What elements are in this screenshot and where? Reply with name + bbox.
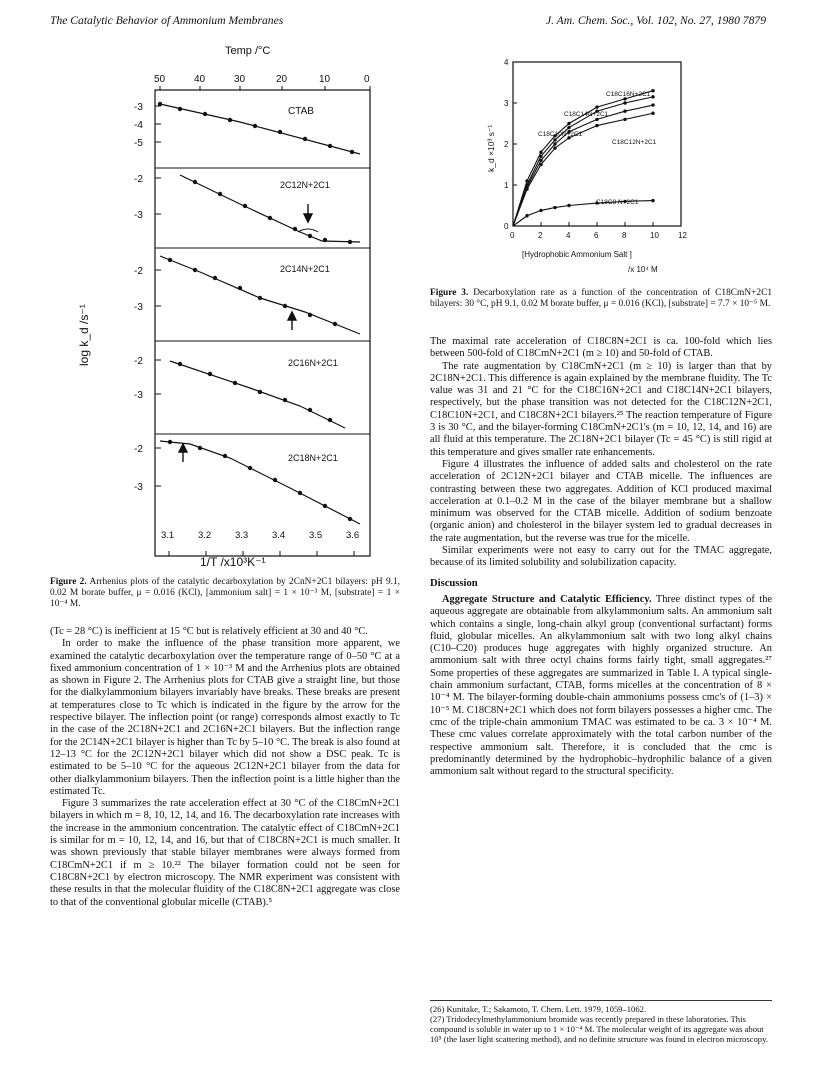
fig3-x-tick-label: 10 <box>650 231 659 240</box>
running-header-left: The Catalytic Behavior of Ammonium Membranes <box>50 14 284 27</box>
fig2-data-point <box>348 240 352 244</box>
fig3-data-point <box>623 118 626 121</box>
fig3-data-point <box>539 151 542 154</box>
fig3-data-point <box>553 146 556 149</box>
fig2-y-tick-label: -2 <box>134 356 143 367</box>
fig2-data-point <box>168 258 172 262</box>
fig2-arrow-c14 <box>288 312 296 330</box>
fig3-x-axis-label: [Hydrophobic Ammonium Salt ] <box>522 250 632 259</box>
fig2-data-point <box>193 268 197 272</box>
fig2-data-point <box>178 107 182 111</box>
fig2-data-point <box>333 322 337 326</box>
fig2-data-point <box>273 478 277 482</box>
fig2-data-point <box>238 286 242 290</box>
fig3-data-point <box>651 199 654 202</box>
fig2-data-point <box>258 296 262 300</box>
fig2-y-tick-label: -2 <box>134 444 143 455</box>
fig2-top-ticks <box>154 74 370 90</box>
fig2-data-point <box>228 118 232 122</box>
fig2-data-point <box>208 372 212 376</box>
fig2-top-tick-label: 0 <box>364 74 370 85</box>
fig3-axes <box>504 58 687 240</box>
fig3-y-tick-label: 4 <box>504 58 509 67</box>
paragraph: The rate augmentation by C18CmN+2C1 (m ≥ 10) is larger than that by 2C18N+2C1. This difference is again explained by the membrane fluidity. The Tc value was 31 and 21 °C for the C18C16N+2C1 and C18C14N+2C1 bilayers, respectively, but the phase transition was not detected for the C18C12N+2C1, C18C10N+2C1, and C18C8N+2C1 bilayers.²⁵ The reaction temperature of Figure 3 is 30 °C, and the bilayer-forming C18CmN+2C1's (m = 10, 12, 14, and 16) are all fluid at this temperature. The 2C18N+2C1 bilayer (Tc = 45 °C) is still rigid at this temperature and gives smaller rate enhancements. <box>430 360 772 458</box>
fig2-data-point <box>233 381 237 385</box>
fig2-top-axis-label: Temp /°C <box>225 45 271 57</box>
fig2-data-point <box>323 504 327 508</box>
fig2-data-point <box>158 102 162 106</box>
fig3-x-tick-label: 2 <box>538 231 543 240</box>
fig2-panel-label-c18: 2C18N+2C1 <box>288 453 338 463</box>
fig3-y-tick-label: 0 <box>504 222 509 231</box>
fig2-y-tick-label: -2 <box>134 174 143 185</box>
fig2-data-point <box>348 517 352 521</box>
footnote: (27) Tridodecylmethylammonium bromide was recently prepared in these laboratories. This compound is soluble in water up to 1 × 10⁻⁴ M. The molecular weight of its aggregate was about 10⁵ (the laser light scattering method), and no definite structure was found in electron microscopy. <box>430 1014 768 1044</box>
fig3-curve-label: C18C8 N+2C1 <box>596 199 639 206</box>
fig3-data-point <box>567 204 570 207</box>
fig2-top-tick-label: 20 <box>276 74 288 85</box>
fig2-data-point <box>218 192 222 196</box>
footnotes <box>430 1000 772 1044</box>
fig3-data-point <box>539 159 542 162</box>
fig3-data-point <box>567 126 570 129</box>
fig2-arrow-c18 <box>179 444 187 462</box>
fig2-y-tick-label: -3 <box>134 390 143 401</box>
fig2-data-point <box>168 440 172 444</box>
fig2-y-tick-label: -2 <box>134 266 143 277</box>
fig3-data-point <box>567 122 570 125</box>
fig3-data-point <box>595 124 598 127</box>
fig2-bottom-ticks <box>161 530 359 556</box>
fig2-line-c14 <box>160 256 360 334</box>
fig3-curve-label: C18C14N+2C1 <box>564 111 609 118</box>
fig2-data-point <box>213 276 217 280</box>
discussion-heading: Discussion <box>430 577 478 589</box>
fig2-y-tick-label: -4 <box>134 120 143 131</box>
fig2-data-point <box>283 398 287 402</box>
fig2-bottom-tick-label: 3.3 <box>235 530 249 541</box>
fig3-curve-label: C18C16N+2C1 <box>606 91 651 98</box>
fig2-bottom-tick-label: 3.6 <box>346 530 360 541</box>
fig2-y-tick-label: -3 <box>134 302 143 313</box>
fig3-y-tick-label: 3 <box>504 99 509 108</box>
figure-3-caption: Figure 3. Decarboxylation rate as a function of the concentration of C18CmN+2C1 bilayers: 30 °C, pH 9.1, 0.02 M borate buffer, μ = 0.016 (KCl), [substrate] = 7.7 × 10⁻⁵ M. <box>430 288 773 309</box>
fig3-data-point <box>553 206 556 209</box>
fig2-data-point <box>323 238 327 242</box>
fig3-y-tick-label: 2 <box>504 140 509 149</box>
footnote: (26) Kunitake, T.; Sakamoto, T. Chem. Lett. 1979, 1059–1062. <box>430 1004 647 1014</box>
fig3-data-point <box>539 163 542 166</box>
figure-2-arrhenius-plot <box>60 36 400 576</box>
fig3-data-point <box>623 110 626 113</box>
fig2-top-tick-label: 30 <box>234 74 246 85</box>
fig2-data-point <box>283 304 287 308</box>
fig2-arrow-c12 <box>304 204 312 222</box>
fig2-data-point <box>293 227 297 231</box>
fig2-data-point <box>350 150 354 154</box>
fig3-data-point <box>651 95 654 98</box>
fig3-x-tick-label: 4 <box>566 231 571 240</box>
fig3-x-tick-label: 0 <box>510 231 515 240</box>
right-body-column <box>430 336 772 778</box>
fig3-x-tick-label: 6 <box>594 231 599 240</box>
fig2-data-point <box>243 204 247 208</box>
fig2-bottom-tick-label: 3.5 <box>309 530 323 541</box>
paragraph: Figure 4 illustrates the influence of added salts and cholesterol on the rate acceleration of 2C12N+2C1 bilayer and CTAB micelle. The influences are contrasting between these two aggregates. Addition of KCl produced maximal acceleration at 0.1–0.2 M in the case of the bilayer membrane but a shallow minimum was observed for the CTAB micelle. Addition of sodium benzoate (organic anion) and cholesterol in the bilayer system led to gradual decreases in the rate augmentation, but the reverse was true for the micelle. <box>430 458 772 544</box>
fig2-data-point <box>278 130 282 134</box>
fig2-x-axis-label: 1/T /x10³K⁻¹ <box>200 555 266 569</box>
fig3-data-point <box>553 138 556 141</box>
fig2-panel-label-c12: 2C12N+2C1 <box>280 180 330 190</box>
fig2-data-point <box>253 124 257 128</box>
fig2-y-axis-label: log k_d /s⁻¹ <box>77 304 91 366</box>
fig2-line-c16 <box>170 361 345 428</box>
fig2-panel-label-c16: 2C16N+2C1 <box>288 358 338 368</box>
fig3-data-point <box>553 142 556 145</box>
discussion-paragraph: Aggregate Structure and Catalytic Efficiency. Three distinct types of the aqueous aggregate are obtainable from alkylammonium salts. An ammonium salt which contains a single, long-chain alkyl group (conventional surfactant) forms fluid, globular micelles. An alkylammonium salt with two long alkyl chains (C10–C20) produces huge aggregates with highly organized structure. An ammonium salt with three octyl chains forms fairly tight, small aggregates.²⁷ Some properties of these aggregates are summarized in Table I. A typical single-chain ammonium surfactant, CTAB, forms micelles at the concentration of 8 × 10⁻⁴ M. The bilayer-forming double-chain ammoniums possess cmc's of (1–3) × 10⁻⁵ M. C18C8N+2C1 which does not form bilayers possesses a higher cmc. The cmc of the triple-chain ammonium TMAC was estimated to be ca. 3 × 10⁻⁴ M. These cmc values correlate approximately with the total carbon number of the respective ammonium salt. Therefore, it is concluded that the cmc is predominantly determined by the hydrophobic–hydrophilic balance of a given ammonium salt without regard to the structural specificity. <box>430 593 772 778</box>
fig2-top-tick-label: 10 <box>319 74 331 85</box>
fig2-data-point <box>223 454 227 458</box>
fig2-data-point <box>193 180 197 184</box>
fig3-y-axis-label: k_d ×10³ s⁻¹ <box>486 124 496 172</box>
fig2-top-tick-label: 40 <box>194 74 206 85</box>
fig3-data-point <box>525 214 528 217</box>
fig3-data-point <box>651 112 654 115</box>
fig3-data-point <box>651 89 654 92</box>
fig2-y-tick-label: -3 <box>134 210 143 221</box>
fig3-data-point <box>539 155 542 158</box>
fig2-data-point <box>308 313 312 317</box>
figure-3-rate-plot <box>478 52 708 278</box>
paragraph: Figure 3 summarizes the rate acceleration effect at 30 °C of the C18CmN+2C1 bilayers in which m = 8, 10, 12, 14, and 16. The decarboxylation rate increases with the increase in the ammonium concentration. The catalytic effect of C18CmN+2C1 is similar for m = 10, 12, 14, and 16, but that of C18C8N+2C1 is much smaller. It was shown previously that stable bilayer membranes were always formed from C18CmN+2C1 if m ≥ 10.²² The bilayer formation could not be seen for C18C8N+2C1 by electron microscopy. The NMR experiment was consistent with these results in that the molecular fluidity of the C18C8N+2C1 aggregate was close to that of the conventional globular micelle (CTAB).⁵ <box>50 798 400 908</box>
fig3-x-axis-unit: /x 10⁴ M <box>628 265 658 274</box>
fig2-data-point <box>308 408 312 412</box>
fig2-data-point <box>328 144 332 148</box>
paragraph: (Tc = 28 °C) is inefficient at 15 °C but is relatively efficient at 30 and 40 °C. <box>50 626 368 637</box>
figure-2-caption: Figure 2. Arrhenius plots of the catalytic decarboxylation by 2CnN+2C1 bilayers: pH 9.1, 0.02 M borate buffer, μ = 0.016 (KCl), [ammonium salt] = 1 × 10⁻³ M, [substrate] = 1 × 10⁻⁴ M. <box>50 577 401 609</box>
left-body-column <box>50 626 400 909</box>
fig3-data-point <box>623 101 626 104</box>
fig2-line-c12 <box>180 175 360 242</box>
fig3-data-point <box>651 103 654 106</box>
fig2-data-point <box>298 491 302 495</box>
fig3-data-point <box>525 187 528 190</box>
fig2-panel-label-ctab: CTAB <box>288 106 314 117</box>
fig2-data-point <box>203 112 207 116</box>
running-header-right: J. Am. Chem. Soc., Vol. 102, No. 27, 1980 7879 <box>545 14 766 27</box>
paragraph: In order to make the influence of the phase transition more apparent, we examined the catalytic decarboxylation over the temperature range of 0–50 °C at a fixed ammonium concentration of 1 × 10⁻³ M and the Arrhenius plots are obtained as shown in Figure 2. The Arrhenius plots for CTAB give a straight line, but those for the dialkylammonium bilayers invariably have breaks. These breaks are present at temperatures close to Tc which is indicated in the figure by the arrow for the respective bilayer. The inflection point (or range) corresponds almost exactly to Tc in the case of the 2C18N+2C1 and 2C16N+2C1 bilayers. But the inflection range for the 2C14N+2C1 bilayer is higher than Tc by 5–10 °C. The break is also found at 12–13 °C for the 2C12N+2C1 bilayer which did not show a DSC peak. Tc is estimated to be 5–10 °C for the aqueous 2C12N+2C1 bilayer from the data for other dialkylammonium bilayers. Then the inflection point is a little higher than the estimated Tc. <box>50 638 400 797</box>
fig2-data-point <box>198 446 202 450</box>
fig2-y-tick-label: -3 <box>134 482 143 493</box>
fig2-bottom-tick-label: 3.4 <box>272 530 286 541</box>
fig3-curve-label: C18C10N+2C1 <box>538 131 583 138</box>
fig3-data-point <box>595 118 598 121</box>
fig2-bottom-tick-label: 3.1 <box>161 530 175 541</box>
fig2-top-tick-label: 50 <box>154 74 166 85</box>
fig3-x-tick-label: 8 <box>622 231 627 240</box>
fig2-panel-label-c14: 2C14N+2C1 <box>280 264 330 274</box>
paragraph: Similar experiments were not easy to carry out for the TMAC aggregate, because of its limited solubility and solubilization capacity. <box>430 545 772 569</box>
fig2-data-point <box>308 234 312 238</box>
fig2-y-tick-label: -3 <box>134 102 143 113</box>
fig2-y-tick-label: -5 <box>134 138 143 149</box>
fig3-y-tick-label: 1 <box>504 181 509 190</box>
paragraph: The maximal rate acceleration of C18C8N+2C1 is ca. 100-fold which lies between 500-fold of C18CmN+2C1 (m ≥ 10) and 50-fold of CTAB. <box>430 336 772 360</box>
fig3-data-point <box>539 209 542 212</box>
fig2-data-point <box>248 466 252 470</box>
fig3-data-point <box>595 105 598 108</box>
fig2-data-point <box>268 216 272 220</box>
fig3-x-tick-label: 12 <box>678 231 687 240</box>
fig2-data-point <box>303 137 307 141</box>
fig2-bottom-tick-label: 3.2 <box>198 530 212 541</box>
fig2-data-point <box>258 390 262 394</box>
fig2-data-point <box>328 418 332 422</box>
fig2-data-point <box>178 362 182 366</box>
fig3-curve-label: C18C12N+2C1 <box>612 139 657 146</box>
